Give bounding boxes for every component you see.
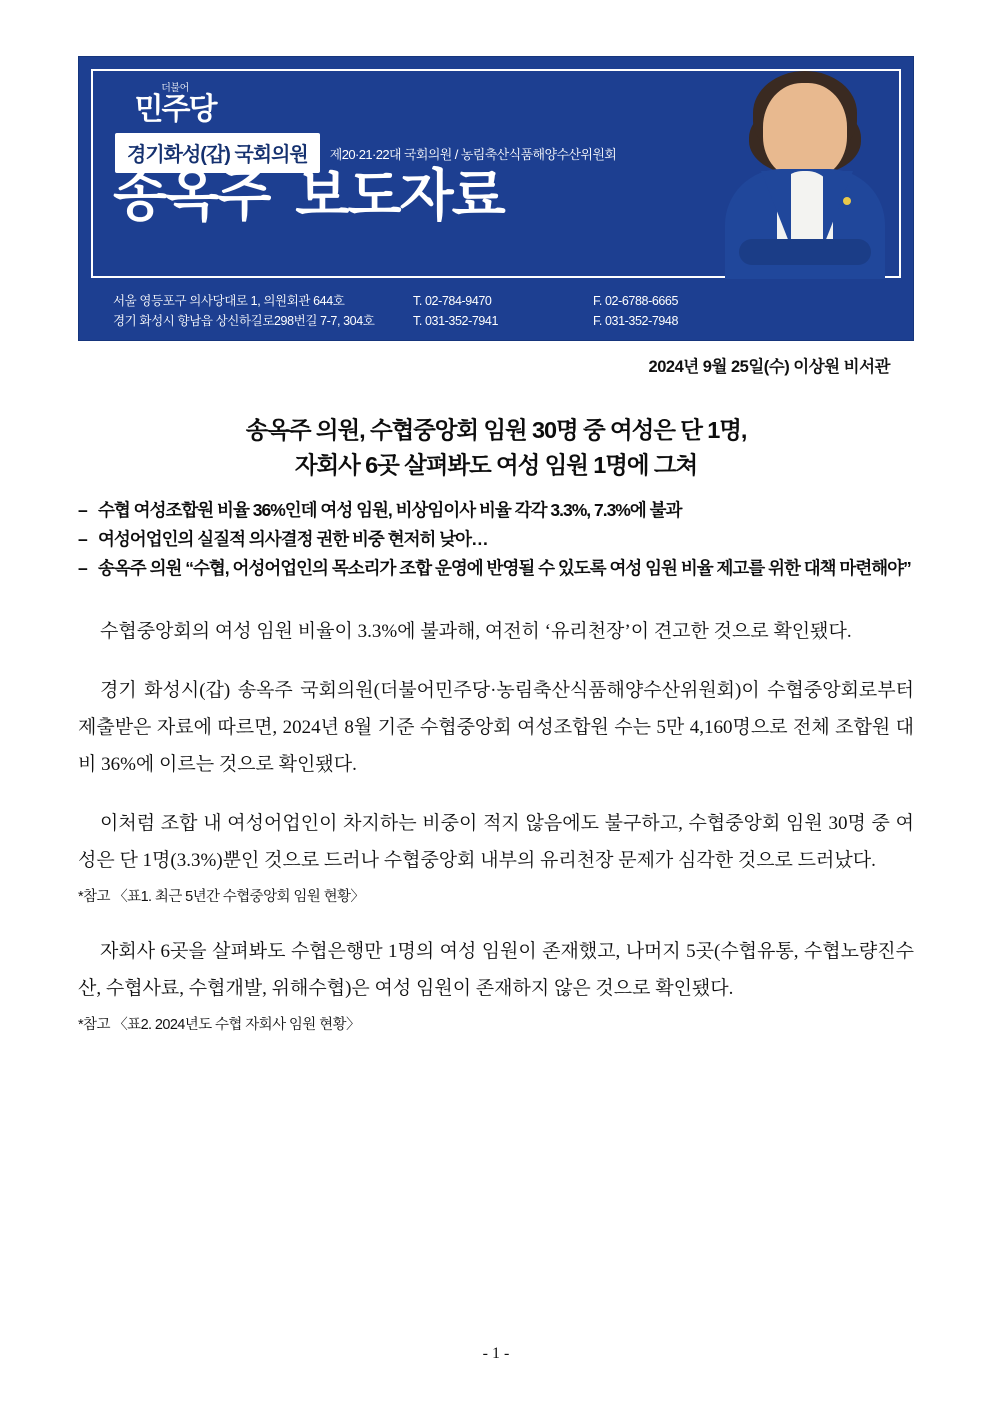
list-item	[78, 554, 914, 582]
office-address-2: 경기 화성시 향남읍 상신하길로298번길 7-7, 304호	[113, 314, 375, 329]
contact-row	[113, 311, 879, 332]
paragraph-4: 자회사 6곳을 살펴봐도 수협은행만 1명의 여성 임원이 존재했고, 나머지 5곳(수협유통, 수협노량진수산, 수협사료, 수협개발, 위해수협)은 여성 임원이 존재하지 않은 것으로 확인됐다.	[78, 941, 914, 1000]
paragraph-1: 수협중앙회의 여성 임원 비율이 3.3%에 불과해, 여전히 ‘유리천장’이 견고한 것으로 확인됐다.	[100, 620, 852, 642]
party-tag: 더불어	[161, 83, 189, 94]
office-fax-1: F. 02-6788-6665	[593, 293, 679, 308]
headline-line-1: 송옥주 의원, 수협중앙회 임원 30명 중 여성은 단 1명,	[245, 417, 747, 443]
bullet-dash: –	[78, 528, 87, 549]
summary-bullet-list	[78, 496, 914, 583]
headline-line-2: 자회사 6곳 살펴봐도 여성 임원 1명에 그쳐	[294, 452, 698, 479]
letterhead-banner	[78, 56, 914, 341]
district-badge: 경기화성(갑) 국회의원	[115, 133, 320, 173]
member-name: 송옥주	[113, 164, 270, 227]
office-tel-2: T. 031-352-7941	[413, 314, 499, 329]
paragraph-2: 경기 화성시(갑) 송옥주 국회의원(더불어민주당·농림축산식품해양수산위원회)이 수협중앙회로부터 제출받은 자료에 따르면, 2024년 8월 기준 수협중앙회 여성조합원 수는 5만 4,160명으로 전체 조합원 대비 36%에 이르는 것으로 확인됐다.	[78, 679, 914, 775]
party-logo	[115, 83, 235, 125]
lapel-badge-icon	[843, 197, 851, 205]
bullet-text: 여성어업인의 실질적 의사결정 권한 비중 현저히 낮아…	[98, 528, 488, 549]
reference-note-1: *참고 〈표1. 최근 5년간 수협중앙회 임원 현황〉	[78, 888, 365, 905]
office-address-1: 서울 영등포구 의사당대로 1, 의원회관 644호	[113, 293, 345, 308]
page-title	[78, 413, 914, 484]
contact-row	[113, 291, 879, 312]
reference-note-2: *참고 〈표2. 2024년도 수협 자회사 임원 현황〉	[78, 1017, 360, 1034]
bullet-dash: –	[78, 499, 87, 520]
office-fax-2: F. 031-352-7948	[593, 314, 679, 329]
document-type: 보도자료	[295, 164, 504, 227]
list-item	[78, 496, 914, 524]
body-content	[78, 613, 914, 1040]
banner-title	[113, 164, 504, 227]
contact-block	[79, 291, 913, 332]
party-name: 민주당	[134, 93, 216, 126]
committee-label: 제20·21·22대 국회의원 / 농림축산식품해양수산위원회	[329, 146, 617, 162]
bullet-text: 송옥주 의원 “수협, 어성어업인의 목소리가 조합 운영에 반영될 수 있도록 여성 임원 비율 제고를 위한 대책 마련해야”	[98, 558, 911, 579]
page-number: - 1 -	[482, 1345, 510, 1362]
member-portrait-photo	[719, 71, 891, 279]
dateline: 2024년 9월 25일(수) 이상원 비서관	[648, 358, 890, 376]
office-tel-1: T. 02-784-9470	[413, 293, 492, 308]
bullet-text: 수협 여성조합원 비율 36%인데 여성 임원, 비상임이사 비율 각각 3.3%, 7.3%에 불과	[98, 499, 682, 520]
list-item	[78, 525, 914, 553]
bullet-dash: –	[78, 558, 87, 579]
paragraph-3: 이처럼 조합 내 여성어업인이 차지하는 비중이 적지 않음에도 불구하고, 수협중앙회 임원 30명 중 여성은 단 1명(3.3%)뿐인 것으로 드러나 수협중앙회 내부의 유리천장 문제가 심각한 것으로 드러났다.	[78, 812, 914, 871]
